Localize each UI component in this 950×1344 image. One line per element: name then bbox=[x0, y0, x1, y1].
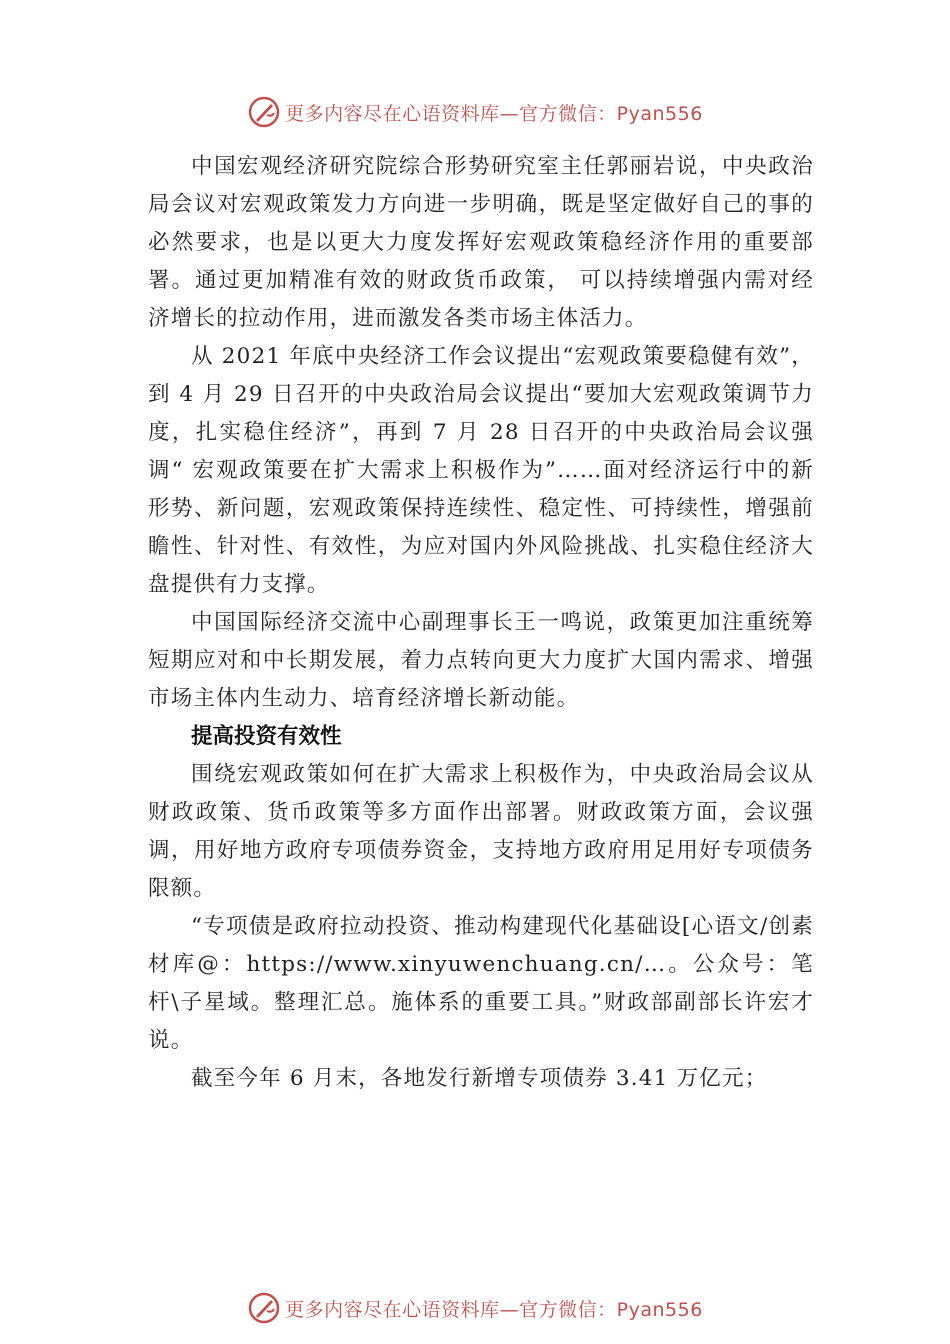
paragraph-5: “专项债是政府拉动投资、推动构建现代化基础设[心语文/创素材库@：https://www.xinyuwenchuang.cn/…。公众号：笔杆\子星域。整理汇总。施体系的重要工具。”财政部副部长许宏才说。 bbox=[148, 914, 814, 1053]
article-body bbox=[148, 148, 814, 1098]
paragraph-3: 中国国际经济交流中心副理事长王一鸣说，政策更加注重统筹短期应对和中长期发展，着力点转向更大力度扩大国内需求、增强市场主体内生动力、培育经济增长新动能。 bbox=[148, 610, 814, 711]
quill-seal-icon bbox=[247, 95, 281, 129]
paragraph-2: 从 2021 年底中央经济工作会议提出“宏观政策要稳健有效”，到 4 月 29 日召开的中央政治局会议提出“要加大宏观政策调节力度，扎实稳住经济”，再到 7 月 28 日召开的中央政治局会议强调“ 宏观政策要在扩大需求上积极作为”……面对经济运行中的新形势、新问题，宏观政策保持连续性、稳定性、可持续性，增强前瞻性、针对性、有效性，为应对国内外风险挑战、扎实稳住经济大盘提供有力支撑。 bbox=[148, 344, 814, 597]
quill-seal-icon bbox=[247, 1291, 281, 1325]
paragraph-1: 中国宏观经济研究院综合形势研究室主任郭丽岩说，中央政治局会议对宏观政策发力方向进一步明确，既是坚定做好自己的事的必然要求，也是以更大力度发挥好宏观政策稳经济作用的重要部署。通过更加精准有效的财政货币政策， 可以持续增强内需对经济增长的拉动作用，进而激发各类市场主体活力。 bbox=[148, 154, 814, 331]
header-banner-text: 更多内容尽在心语资料库—官方微信：Pyan556 bbox=[285, 102, 703, 125]
footer-banner bbox=[0, 1288, 950, 1328]
paragraph-4: 围绕宏观政策如何在扩大需求上积极作为，中央政治局会议从财政政策、货币政策等多方面作出部署。财政政策方面，会议强调，用好地方政府专项债券资金，支持地方政府用足用好专项债务限额。 bbox=[148, 762, 814, 901]
header-banner bbox=[0, 92, 950, 132]
section-heading: 提高投资有效性 bbox=[191, 724, 342, 749]
paragraph-6: 截至今年 6 月末，各地发行新增专项债券 3.41 万亿元； bbox=[191, 1066, 768, 1091]
footer-banner-text: 更多内容尽在心语资料库—官方微信：Pyan556 bbox=[285, 1298, 703, 1321]
